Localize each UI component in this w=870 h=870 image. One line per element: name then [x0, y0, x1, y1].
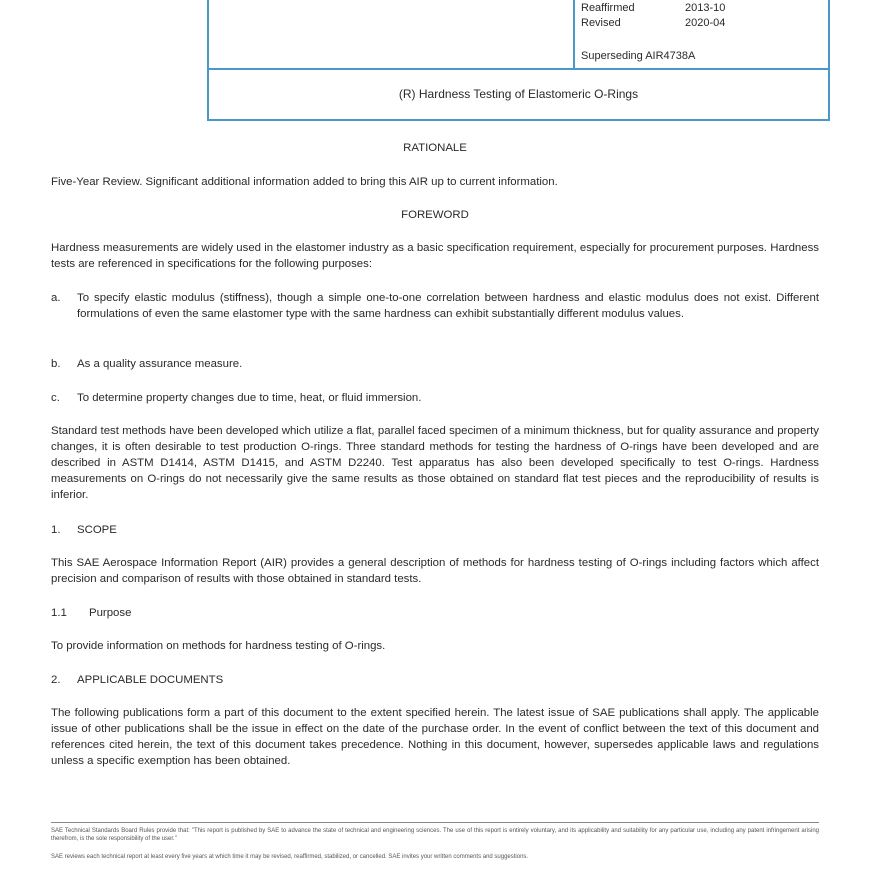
- list-item: [51, 390, 819, 406]
- foreword-heading: FOREWORD: [401, 209, 469, 221]
- section-number: 2.: [51, 674, 61, 686]
- section-title: APPLICABLE DOCUMENTS: [77, 674, 224, 686]
- section-title: Purpose: [89, 607, 132, 619]
- list-text: To specify elastic modulus (stiffness), though a simple one-to-one correlation between hardness and elastic modulus does not exist. Different formulations of even the same elastomer type with the same hardness can exhibit substantially different modulus values.: [77, 292, 819, 320]
- applicable-documents-text: The following publications form a part of this document to the extent specified herein. The latest issue of SAE publications shall apply. The applicable issue of other publications shall be the issue in effect on the date of the purchase order. In the event of conflict between the text of this document and references cited herein, the text of this document takes precedence. Nothing in this document, however, supersedes applicable laws and regulations unless a specific exemption has been obtained.: [51, 707, 819, 767]
- date-value: 2020-04: [685, 17, 726, 29]
- superseding-note: Superseding AIR4738A: [581, 50, 696, 62]
- section-heading-purpose: [51, 605, 819, 621]
- list-marker: b.: [51, 358, 61, 370]
- document-title: (R) Hardness Testing of Elastomeric O-Rings: [398, 87, 639, 101]
- section-title: SCOPE: [77, 524, 117, 536]
- header-divider-horizontal: [209, 68, 828, 70]
- purpose-text: To provide information on methods for hardness testing of O-rings.: [51, 640, 386, 652]
- rationale-heading: RATIONALE: [403, 142, 467, 154]
- scope-text: This SAE Aerospace Information Report (AIR) provides a general description of methods for hardness testing of O-rings including factors which affect precision and comparison of results with those obtained in standard tests.: [51, 557, 819, 585]
- header-divider-vertical: [573, 0, 575, 70]
- foreword-closing: Standard test methods have been developed which utilize a flat, parallel faced specimen of a minimum thickness, but for quality assurance and property changes, it is often desirable to test production O-rings. Three standard methods for testing the hardness of O-rings have been developed and are described in ASTM D1414, ASTM D1415, and ASTM D2240. Test apparatus has also been developed specifically to test O-rings. Hardness measurements on O-rings do not necessarily give the same results as those obtained on standard flat test pieces and the reproducibility of results is inferior.: [51, 425, 819, 501]
- list-marker: a.: [51, 292, 61, 304]
- header-dates: [581, 1, 725, 31]
- footer-note: SAE Technical Standards Board Rules provide that: "This report is published by SAE to advance the state of technical and engineering sciences. The use of this report is entirely voluntary, and its applicability and suitability for any particular use, including any patent infringement arising therefrom, is the sole responsibility of the user.": [51, 828, 819, 842]
- document-header: [207, 0, 830, 121]
- section-heading-scope: [51, 522, 819, 538]
- list-marker: c.: [51, 392, 60, 404]
- date-label: Reaffirmed: [581, 2, 635, 14]
- section-number: 1.1: [51, 607, 67, 619]
- footer-note: SAE reviews each technical report at least every five years at which time it may be revised, reaffirmed, stabilized, or cancelled. SAE invites your written comments and suggestions.: [51, 854, 529, 860]
- section-number: 1.: [51, 524, 61, 536]
- list-text: To determine property changes due to time, heat, or fluid immersion.: [77, 392, 422, 404]
- list-item: [51, 290, 819, 322]
- date-label: Revised: [581, 17, 621, 29]
- footer-rule: [51, 822, 819, 823]
- date-value: 2013-10: [685, 2, 726, 14]
- section-heading-applicable-documents: [51, 672, 819, 688]
- list-item: [51, 356, 819, 372]
- date-row-reaffirmed: [581, 1, 725, 16]
- list-text: As a quality assurance measure.: [77, 358, 243, 370]
- rationale-text: Five-Year Review. Significant additional information added to bring this AIR up to current information.: [51, 176, 558, 188]
- date-row-revised: [581, 16, 725, 31]
- foreword-intro: Hardness measurements are widely used in the elastomer industry as a basic specification requirement, especially for procurement purposes. Hardness tests are referenced in specifications for the following purposes:: [51, 242, 819, 270]
